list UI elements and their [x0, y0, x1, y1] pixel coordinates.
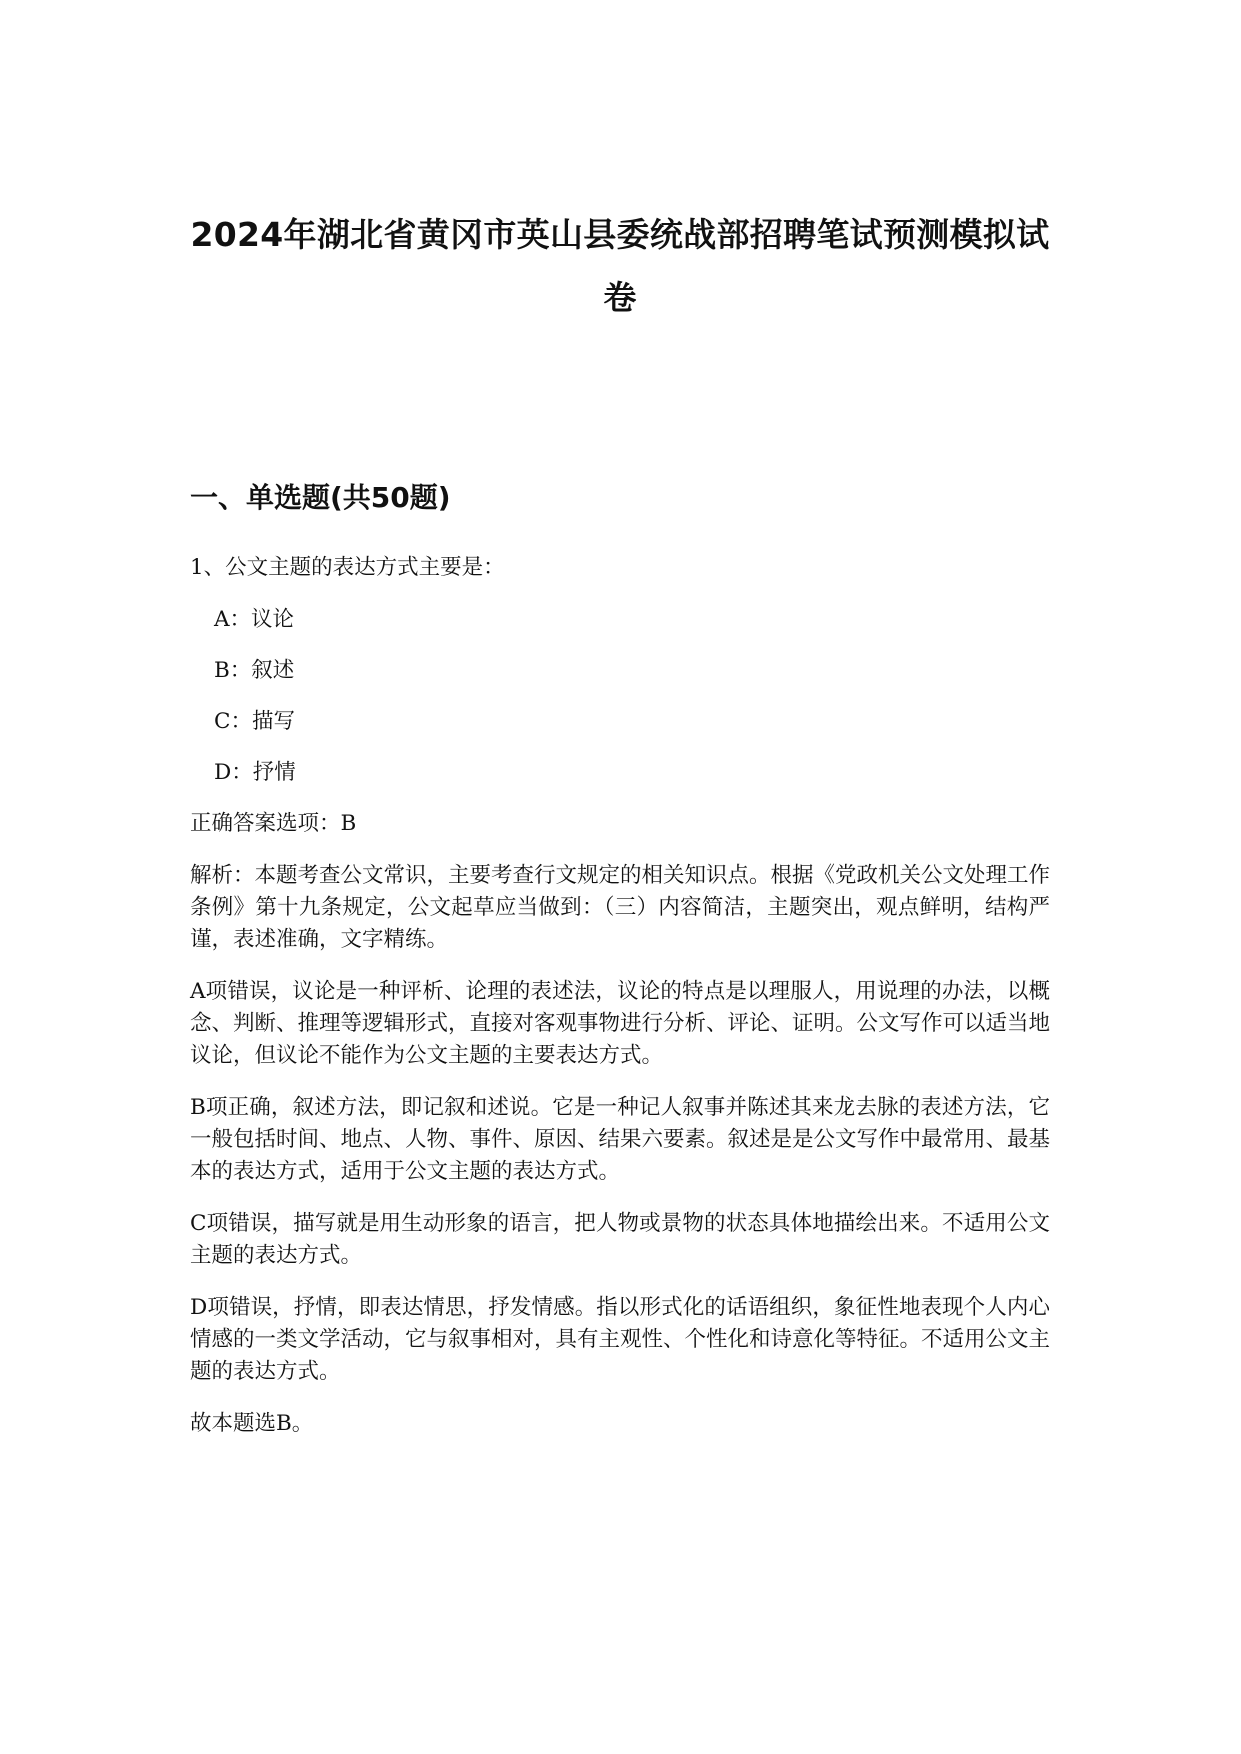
explanation-paragraph: C项错误，描写就是用生动形象的语言，把人物或景物的状态具体地描绘出来。不适用公文主题的表达方式。 — [190, 1211, 1050, 1268]
option-b: B：叙述 — [214, 658, 295, 683]
document-title: 2024年湖北省黄冈市英山县委统战部招聘笔试预测模拟试卷 — [190, 215, 1050, 317]
correct-answer: 正确答案选项：B — [190, 811, 357, 836]
explanation-paragraph: B项正确，叙述方法，即记叙和述说。它是一种记人叙事并陈述其来龙去脉的表述方法，它一般包括时间、地点、人物、事件、原因、结果六要素。叙述是是公文写作中最常用、最基本的表达方式，适用于公文主题的表达方式。 — [190, 1095, 1051, 1184]
question-block — [190, 552, 1050, 1460]
option-a: A：议论 — [214, 607, 295, 632]
explanation-paragraph: D项错误，抒情，即表达情思，抒发情感。指以形式化的话语组织，象征性地表现个人内心情感的一类文学活动，它与叙事相对，具有主观性、个性化和诗意化等特征。不适用公文主题的表达方式。 — [190, 1295, 1051, 1384]
question-stem: 1、公文主题的表达方式主要是： — [190, 555, 505, 580]
explanation-paragraph: 解析：本题考查公文常识，主要考查行文规定的相关知识点。根据《党政机关公文处理工作条例》第十九条规定，公文起草应当做到：（三）内容简洁，主题突出，观点鲜明，结构严谨，表述准确，文字精练。 — [190, 863, 1051, 952]
explanation-paragraph: A项错误，议论是一种评析、论理的表述法，议论的特点是以理服人，用说理的办法，以概念、判断、推理等逻辑形式，直接对客观事物进行分析、评论、证明。公文写作可以适当地议论，但议论不能作为公文主题的主要表达方式。 — [190, 979, 1051, 1068]
option-c: C：描写 — [214, 709, 295, 734]
option-d: D：抒情 — [214, 760, 296, 785]
section-heading: 一、单选题(共50题) — [190, 481, 451, 514]
explanation-conclusion: 故本题选B。 — [190, 1411, 314, 1436]
